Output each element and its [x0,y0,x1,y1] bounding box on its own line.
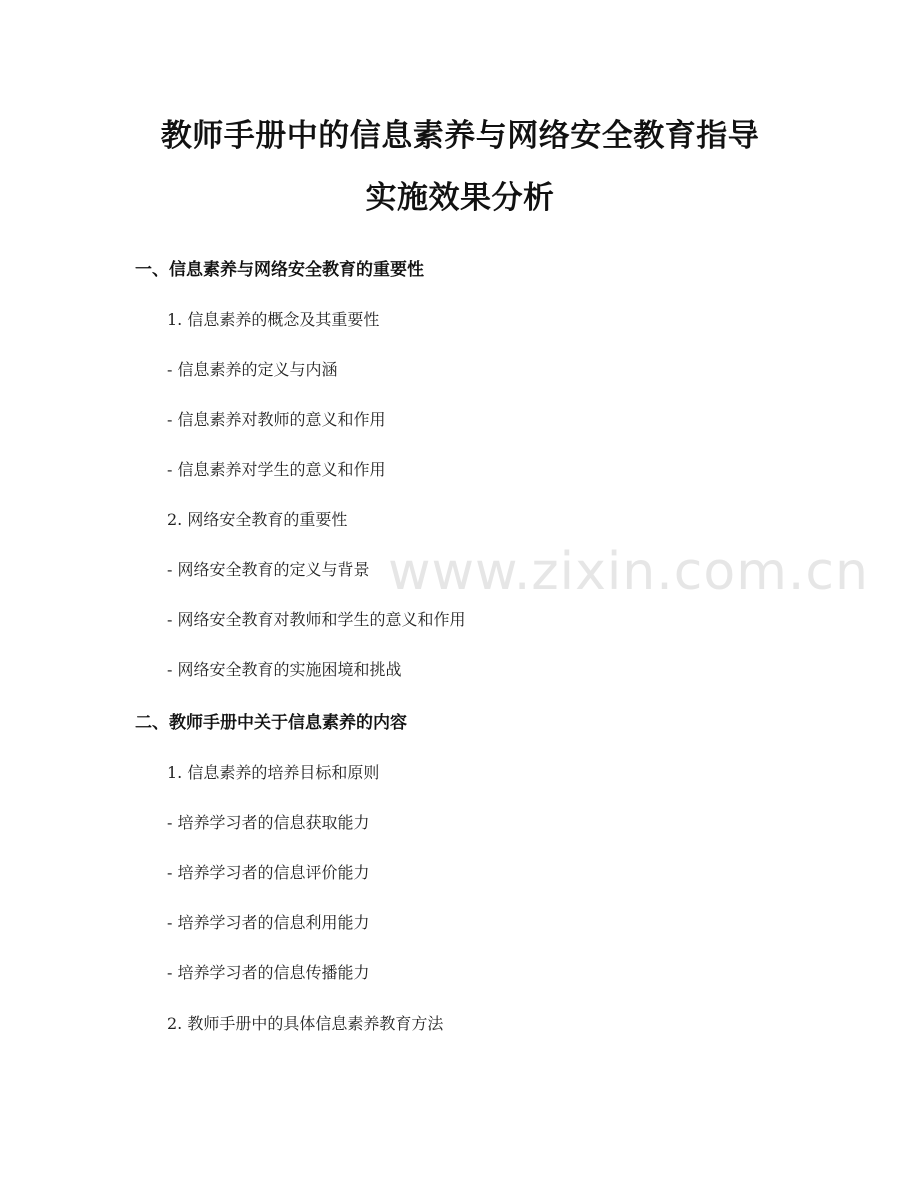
watermark: www.zixin.com.cn [388,542,869,602]
list-item: - 培养学习者的信息获取能力 [167,813,370,832]
list-item: 1. 信息素养的培养目标和原则 [167,763,380,782]
list-item: 1. 信息素养的概念及其重要性 [167,310,380,329]
list-item: - 网络安全教育的实施困境和挑战 [167,660,402,679]
list-item: - 培养学习者的信息利用能力 [167,913,370,932]
list-item: 2. 教师手册中的具体信息素养教育方法 [167,1014,444,1033]
document-title-line1: 教师手册中的信息素养与网络安全教育指导 [160,118,760,154]
list-item: - 信息素养的定义与内涵 [167,360,338,379]
list-item: - 信息素养对学生的意义和作用 [167,460,386,479]
document-title-line2: 实施效果分析 [365,180,555,216]
list-item: - 网络安全教育对教师和学生的意义和作用 [167,610,466,629]
list-item: - 网络安全教育的定义与背景 [167,560,370,579]
list-item: 2. 网络安全教育的重要性 [167,510,348,529]
list-item: - 培养学习者的信息评价能力 [167,863,370,882]
section-heading-2: 二、教师手册中关于信息素养的内容 [135,713,407,733]
list-item: - 信息素养对教师的意义和作用 [167,410,386,429]
list-item: - 培养学习者的信息传播能力 [167,963,370,982]
section-heading-1: 一、信息素养与网络安全教育的重要性 [135,260,424,280]
